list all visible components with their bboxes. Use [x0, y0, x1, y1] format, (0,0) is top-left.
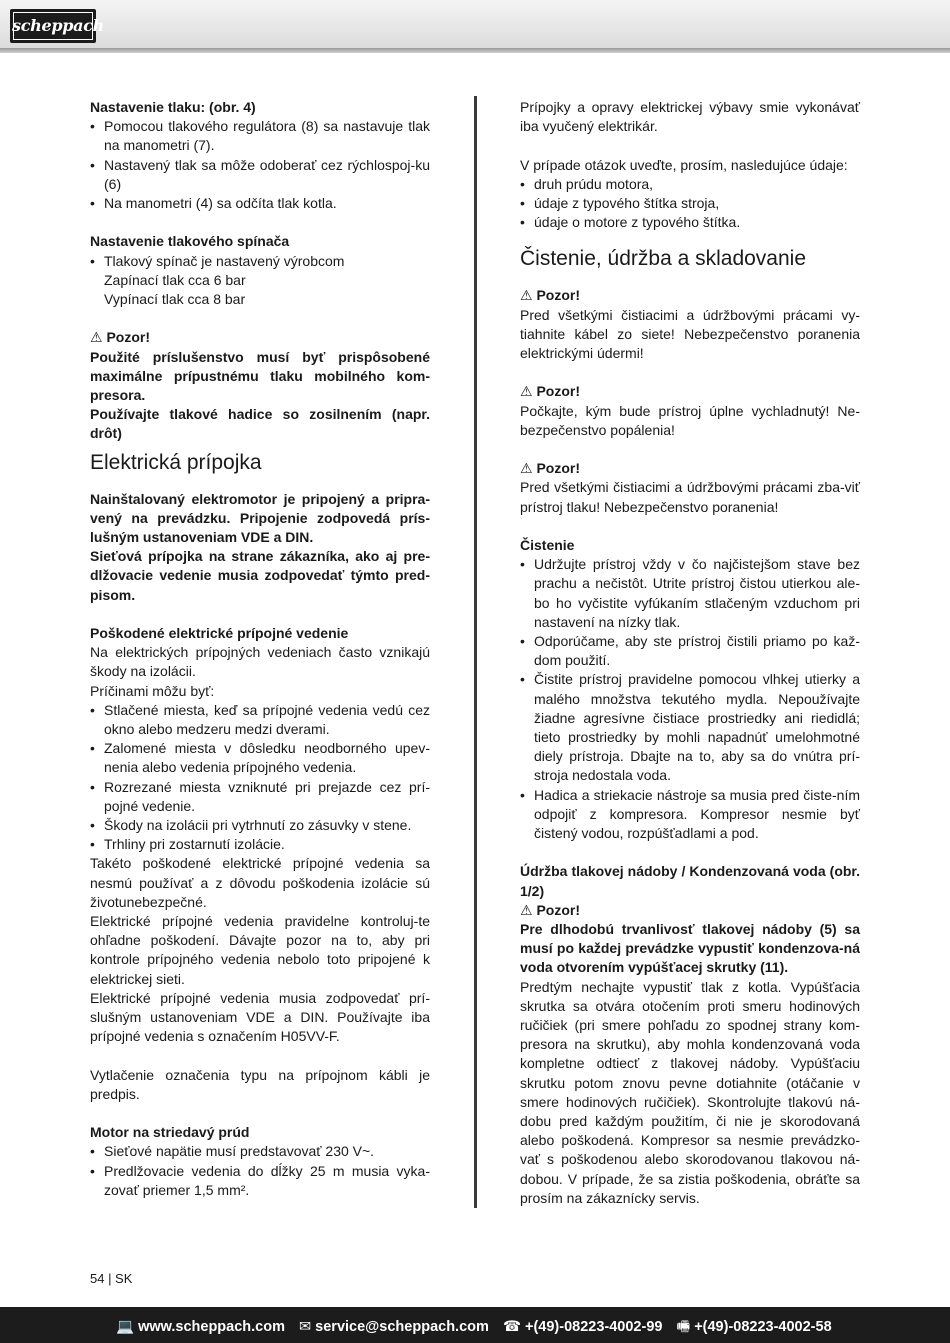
warning-icon: ⚠ [90, 329, 103, 346]
damaged-list [90, 701, 430, 855]
phone-icon: ☎ [502, 1319, 521, 1335]
list-item: • druh prúdu motora, [520, 175, 860, 194]
intro-list [520, 175, 860, 233]
section-heading-cleaning: Čistenie, údržba a skladovanie [520, 247, 807, 271]
switch-off-pressure: Vypínací tlak cca 8 bar [104, 291, 246, 308]
pressure-title: Nastavenie tlaku: (obr. 4) [90, 99, 256, 115]
maintenance-title: Údržba tlakovej nádoby / Kondenzovaná voda (obr. 1/2) [520, 863, 860, 899]
intro-text: Prípojky a opravy elektrickej výbavy smie vykonávať iba vyučený elektrikár. [520, 99, 860, 135]
damaged-paragraph: Elektrické prípojné vedenia musia zodpovedať prí-slušným ustanoveniam VDE a DIN. Používajte iba prípojné vedenia s označením H05VV-F. [90, 989, 430, 1045]
left-column [90, 98, 430, 1200]
warning-text: Použité príslušenstvo musí byť prispôsobené maximálne prípustnému tlaku mobilného kom-presora. [90, 348, 430, 404]
list-item: • Udržujte prístroj vždy v čo najčistejšom stave bez prachu a nečistôt. Utrite prístroj čistou utierkou ale-bo ho vyčistite vyfúkaním stlačeným vzduchom pri nastavení na nízky tlak. [520, 555, 860, 632]
cleaning-title: Čistenie [520, 537, 575, 553]
pressure-list [90, 117, 430, 213]
warning-icon: ⚠ [520, 383, 533, 400]
motor-list [90, 1142, 430, 1200]
header-divider [0, 48, 950, 53]
warning-label: Pozor! [536, 901, 581, 918]
fax-icon: 🖷 [676, 1319, 691, 1335]
list-item: • Trhliny pri zostarnutí izolácie. [90, 835, 430, 854]
warning-icon: ⚠ [520, 460, 533, 477]
switch-title: Nastavenie tlakového spínača [90, 233, 290, 250]
maintenance-text: Predtým nechajte vypustiť tlak z kotla. Vypúšťacia skrutka sa otvára otočením proti smeru hodinových ručičiek (pri smere pohľadu zo spodnej strany kom-presora na skrutku), aby mohla kondenzovaná voda kompletne odtiecť z tlakovej nádoby. Vypúšťaciu skrutku potom znovu pevne dotiahnite (otáčanie v smere hodinových ručičiek). Skontrolujte tlakovú ná-dobu pred každým použitím, či nie je skorodovaná alebo poškodená. Kompresor sa nesmie prevádzko-vať s poškodenou alebo skorodovanou tlakovou ná-dobou. V prípade, že sa zistia poškodenia, obráťte sa prosím na zákaznícky servis. [520, 978, 860, 1206]
list-item: • údaje z typového štítka stroja, [520, 194, 860, 213]
cleaning-list [520, 555, 860, 843]
list-item: • Škody na izolácii pri vytrhnutí zo zásuvky v stene. [90, 816, 430, 835]
damaged-paragraph: Vytlačenie označenia typu na prípojnom kábli je predpis. [90, 1066, 430, 1102]
warning-text: Pred všetkými čistiacimi a údržbovými prácami zba-viť prístroj tlaku! Nebezpečenstvo poranenia! [520, 479, 860, 515]
maintenance-bold-text: Pre dlhodobú trvanlivosť tlakovej nádoby (5) sa musí po každej prevádzke vypustiť kondenzova-ná voda otvorením vypúšťacej skrutky (11). [520, 921, 860, 976]
footer-email-link[interactable]: service@scheppach.com [315, 1319, 489, 1335]
right-column [520, 98, 860, 1208]
switch-on-pressure: Zapínací tlak cca 6 bar [104, 271, 246, 288]
list-item: • údaje o motore z typového štítka. [520, 213, 860, 232]
list-item: • Hadica a striekacie nástroje sa musia pred čiste-ním odpojiť z kompresora. Kompresor nesmie byť čistený vodou, rozpúšťadlami a pod. [520, 786, 860, 844]
list-item: • Rozrezané miesta vzniknuté pri prejazde cez prí-pojné vedenie. [90, 778, 430, 816]
warning-text: Pred všetkými čistiacimi a údržbovými prácami vy-tiahnite kábel zo siete! Nebezpečenstvo poranenia elektrickými údermi! [520, 306, 860, 362]
warning-icon: ⚠ [520, 287, 533, 304]
list-item: • Predlžovacie vedenia do dĺžky 25 m musia vyka-zovať priemer 1,5 mm². [90, 1162, 430, 1200]
page-header [0, 0, 950, 48]
electric-text: Nainštalovaný elektromotor je pripojený a pripra-vený na prevádzku. Pripojenie zodpovedá prís-lušným ustanoveniam VDE a DIN. [90, 490, 430, 546]
warning-text: Počkajte, kým bude prístroj úplne vychladnutý! Ne-bezpečenstvo popálenia! [520, 402, 860, 438]
page-footer [0, 1307, 950, 1343]
warning-label: Pozor! [536, 460, 581, 477]
switch-list [90, 252, 430, 271]
damaged-intro: Na elektrických prípojných vedeniach často vznikajú škody na izolácii. [90, 644, 430, 680]
list-item: • Sieťové napätie musí predstavovať 230 V~. [90, 1142, 430, 1161]
list-item: • Stlačené miesta, keď sa prípojné vedenia vedú cez okno alebo medzeru medzi dverami. [90, 701, 430, 739]
list-item: • Na manometri (4) sa odčíta tlak kotla. [90, 194, 430, 213]
damaged-causes: Príčinami môžu byť: [90, 682, 215, 699]
footer-fax: +(49)-08223-4002-58 [694, 1319, 832, 1335]
damaged-paragraph: Takéto poškodené elektrické prípojné vedenia sa nesmú používať a z dôvodu poškodenia izolácie sú životunebezpečné. [90, 855, 430, 910]
list-item: • Nastavený tlak sa môže odoberať cez rýchlospoj-ku (6) [90, 156, 430, 194]
list-item: • Pomocou tlakového regulátora (8) sa nastavuje tlak na manometri (7). [90, 117, 430, 155]
mail-icon: ✉ [299, 1319, 312, 1335]
warning-label: Pozor! [106, 329, 151, 346]
list-item: • Zalomené miesta v dôsledku neodborného upev-nenia alebo vedenia prípojného vedenia. [90, 739, 430, 777]
scheppach-logo: scheppach [10, 9, 96, 43]
computer-icon: 💻 [116, 1319, 135, 1335]
warning-text: Používajte tlakové hadice so zosilnením (napr. drôt) [90, 406, 430, 442]
warning-icon: ⚠ [520, 901, 533, 918]
list-item: • Tlakový spínač je nastavený výrobcom [90, 252, 430, 271]
list-item: • Čistite prístroj pravidelne pomocou vlhkej utierky a malého množstva tekutého mydla. Nepoužívajte žiadne agresívne čistiace prostriedky ani riedidlá; tieto prostriedky by mohli napadnúť umelohmotné diely prístroja. Dbajte na to, aby sa do vnútra prí-stroja nedostala voda. [520, 670, 860, 785]
intro-text: V prípade otázok uveďte, prosím, nasledujúce údaje: [520, 156, 848, 173]
page-number: 54 | SK [90, 1271, 133, 1286]
warning-label: Pozor! [536, 287, 581, 304]
list-item: • Odporúčame, aby ste prístroj čistili priamo po kaž-dom použití. [520, 632, 860, 670]
electric-text: Sieťová prípojka na strane zákazníka, ako aj pre-dlžovacie vedenie musia zodpovedať týmto pred-pisom. [90, 548, 430, 603]
motor-title: Motor na striedavý prúd [90, 1124, 250, 1141]
footer-web-link[interactable]: www.scheppach.com [138, 1319, 285, 1335]
damaged-paragraph: Elektrické prípojné vedenia pravidelne kontroluj-te ohľadne poškodení. Dávajte pozor na to, aby pri kontrole prípojného vedenia nebolo toto pripojené k elektrickej sieti. [90, 913, 430, 987]
footer-phone: +(49)-08223-4002-99 [525, 1319, 663, 1335]
damaged-title: Poškodené elektrické prípojné vedenie [90, 625, 349, 642]
warning-label: Pozor! [536, 383, 581, 400]
column-divider [474, 96, 477, 1208]
section-heading-electric: Elektrická prípojka [90, 450, 262, 474]
